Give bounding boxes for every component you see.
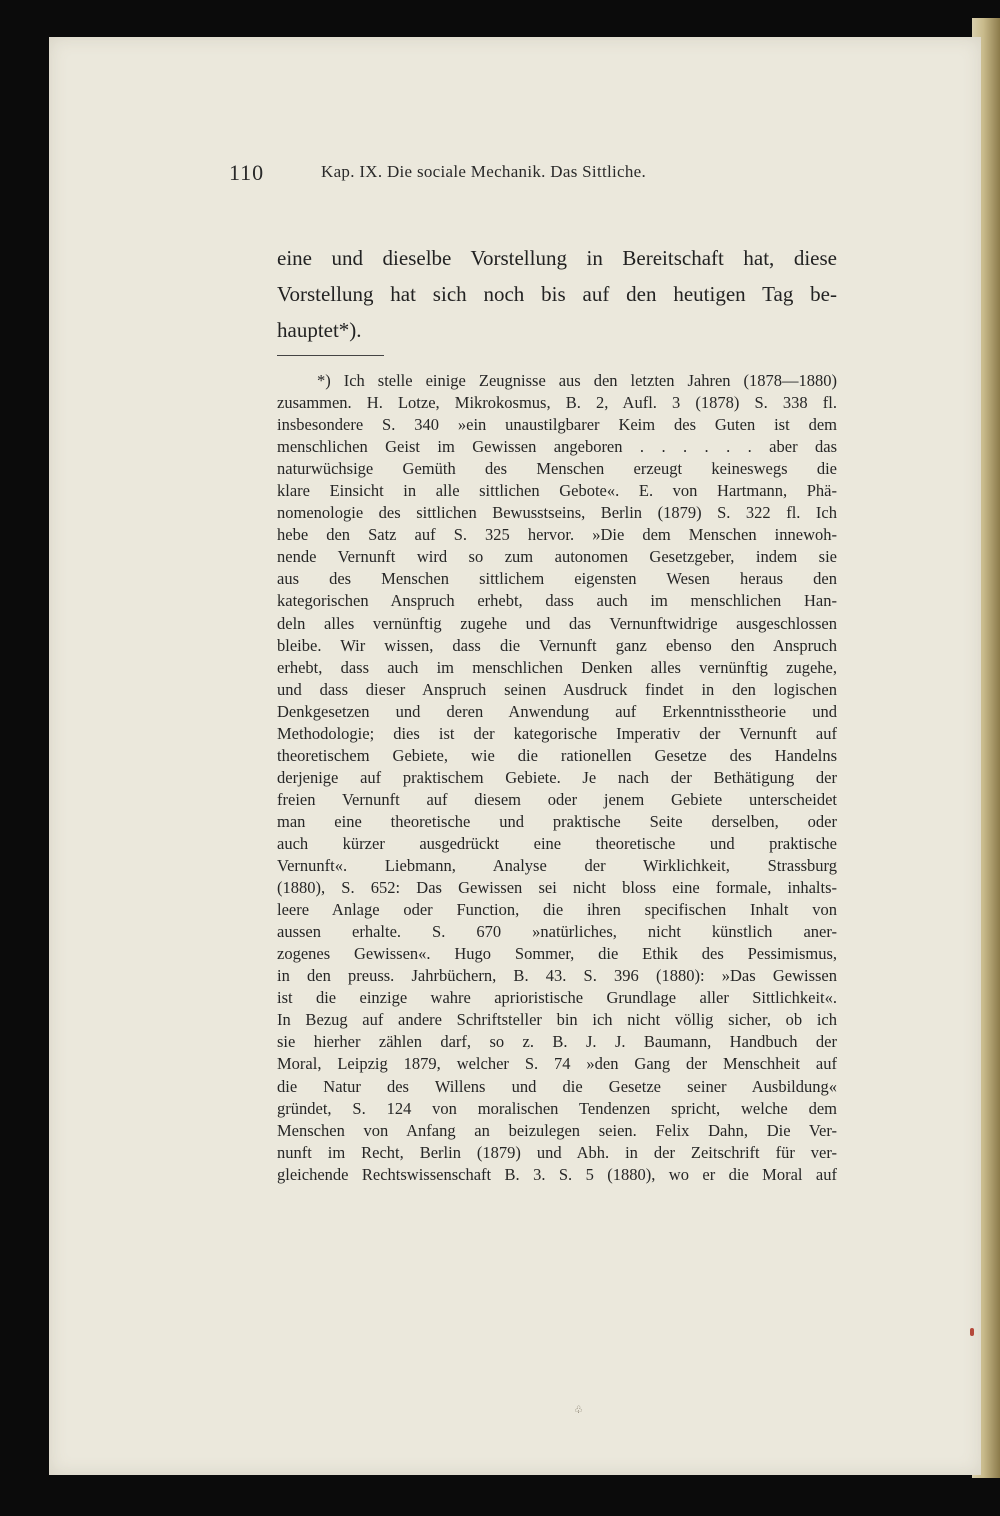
footnote-line: freien Vernunft auf diesem oder jenem Gebiete unterscheidet: [277, 789, 837, 809]
footnote-line: zusammen. H. Lotze, Mikrokosmus, B. 2, Aufl. 3 (1878) S. 338 fl.: [277, 393, 837, 413]
bottom-glyph: ♧: [574, 1405, 583, 1416]
footnote-line: In Bezug auf andere Schriftsteller bin ich nicht völlig sicher, ob ich: [277, 1010, 837, 1030]
footnote-line: Methodologie; dies ist der kategorische Imperativ der Vernunft auf: [277, 723, 837, 743]
footnote-line: aussen erhalte. S. 670 »natürliches, nicht künstlich aner-: [277, 922, 837, 942]
red-mark: [970, 1328, 974, 1336]
footnote-line: insbesondere S. 340 »ein unaustilgbarer Keim des Guten ist dem: [277, 415, 837, 435]
main-text-line: hauptet*).: [277, 318, 362, 342]
footnote-line: Denkgesetzen und deren Anwendung auf Erkenntnisstheorie und: [277, 701, 837, 721]
footnote-line: Moral, Leipzig 1879, welcher S. 74 »den Gang der Menschheit auf: [277, 1054, 837, 1074]
footnote-line: bleibe. Wir wissen, dass die Vernunft ganz ebenso den Anspruch: [277, 635, 837, 655]
footnote-line: erhebt, dass auch im menschlichen Denken alles vernünftig zugehe,: [277, 657, 837, 677]
footnote-line: in den preuss. Jahrbüchern, B. 43. S. 396 (1880): »Das Gewissen: [277, 966, 837, 986]
footnote-line: gleichende Rechtswissenschaft B. 3. S. 5 (1880), wo er die Moral auf: [277, 1164, 837, 1184]
footnote-line: klare Einsicht in alle sittlichen Gebote«. E. von Hartmann, Phä-: [277, 481, 837, 501]
footnote-line: ist die einzige wahre aprioristische Grundlage aller Sittlichkeit«.: [277, 988, 837, 1008]
footnote-line: aus des Menschen sittlichem eigensten Wesen heraus den: [277, 569, 837, 589]
footnote-line: naturwüchsige Gemüth des Menschen erzeugt keineswegs die: [277, 459, 837, 479]
footnote-line: sie hierher zählen darf, so z. B. J. J. Baumann, Handbuch der: [277, 1032, 837, 1052]
footnote-line: theoretischem Gebiete, wie die rationellen Gesetze des Handelns: [277, 745, 837, 765]
running-head: Kap. IX. Die sociale Mechanik. Das Sittliche.: [321, 162, 647, 181]
footnote-line: Vernunft«. Liebmann, Analyse der Wirklichkeit, Strassburg: [277, 856, 837, 876]
footnote-line: gründet, S. 124 von moralischen Tendenzen spricht, welche dem: [277, 1098, 837, 1118]
main-text: [277, 240, 837, 348]
page-number: 110: [229, 160, 265, 185]
page-header: [229, 158, 789, 198]
footnote-line: kategorischen Anspruch erhebt, dass auch im menschlichen Han-: [277, 591, 837, 611]
footnote-separator: [277, 355, 384, 356]
footnote-line: auch kürzer ausgedrückt eine theoretische und praktische: [277, 833, 837, 853]
footnote-line: (1880), S. 652: Das Gewissen sei nicht bloss eine formale, inhalts-: [277, 878, 837, 898]
footnote-line: und dass dieser Anspruch seinen Ausdruck findet in den logischen: [277, 679, 837, 699]
main-text-line: eine und dieselbe Vorstellung in Bereitschaft hat, diese: [277, 246, 837, 270]
footnote-line: Menschen von Anfang an beizulegen seien. Felix Dahn, Die Ver-: [277, 1120, 837, 1140]
footnote-line: deln alles vernünftig zugehe und das Vernunftwidrige ausgeschlossen: [277, 613, 837, 633]
footnote-line: nende Vernunft wird so zum autonomen Gesetzgeber, indem sie: [277, 547, 837, 567]
main-text-line: Vorstellung hat sich noch bis auf den heutigen Tag be-: [277, 282, 837, 306]
footnote: [277, 370, 837, 1186]
footnote-line: die Natur des Willens und die Gesetze seiner Ausbildung«: [277, 1076, 837, 1096]
footnote-line: hebe den Satz auf S. 325 hervor. »Die dem Menschen innewoh-: [277, 525, 837, 545]
footnote-line: menschlichen Geist im Gewissen angeboren . . . . . . aber das: [277, 437, 837, 457]
footnote-line: *) Ich stelle einige Zeugnisse aus den letzten Jahren (1878—1880): [317, 371, 837, 390]
footnote-line: man eine theoretische und praktische Seite derselben, oder: [277, 811, 837, 831]
footnote-line: zogenes Gewissen«. Hugo Sommer, die Ethik des Pessimismus,: [277, 944, 837, 964]
footnote-line: nunft im Recht, Berlin (1879) und Abh. in der Zeitschrift für ver-: [277, 1142, 837, 1162]
footnote-line: leere Anlage oder Function, die ihren specifischen Inhalt von: [277, 900, 837, 920]
footnote-line: derjenige auf praktischem Gebiete. Je nach der Bethätigung der: [277, 767, 837, 787]
footnote-line: nomenologie des sittlichen Bewusstseins, Berlin (1879) S. 322 fl. Ich: [277, 503, 837, 523]
